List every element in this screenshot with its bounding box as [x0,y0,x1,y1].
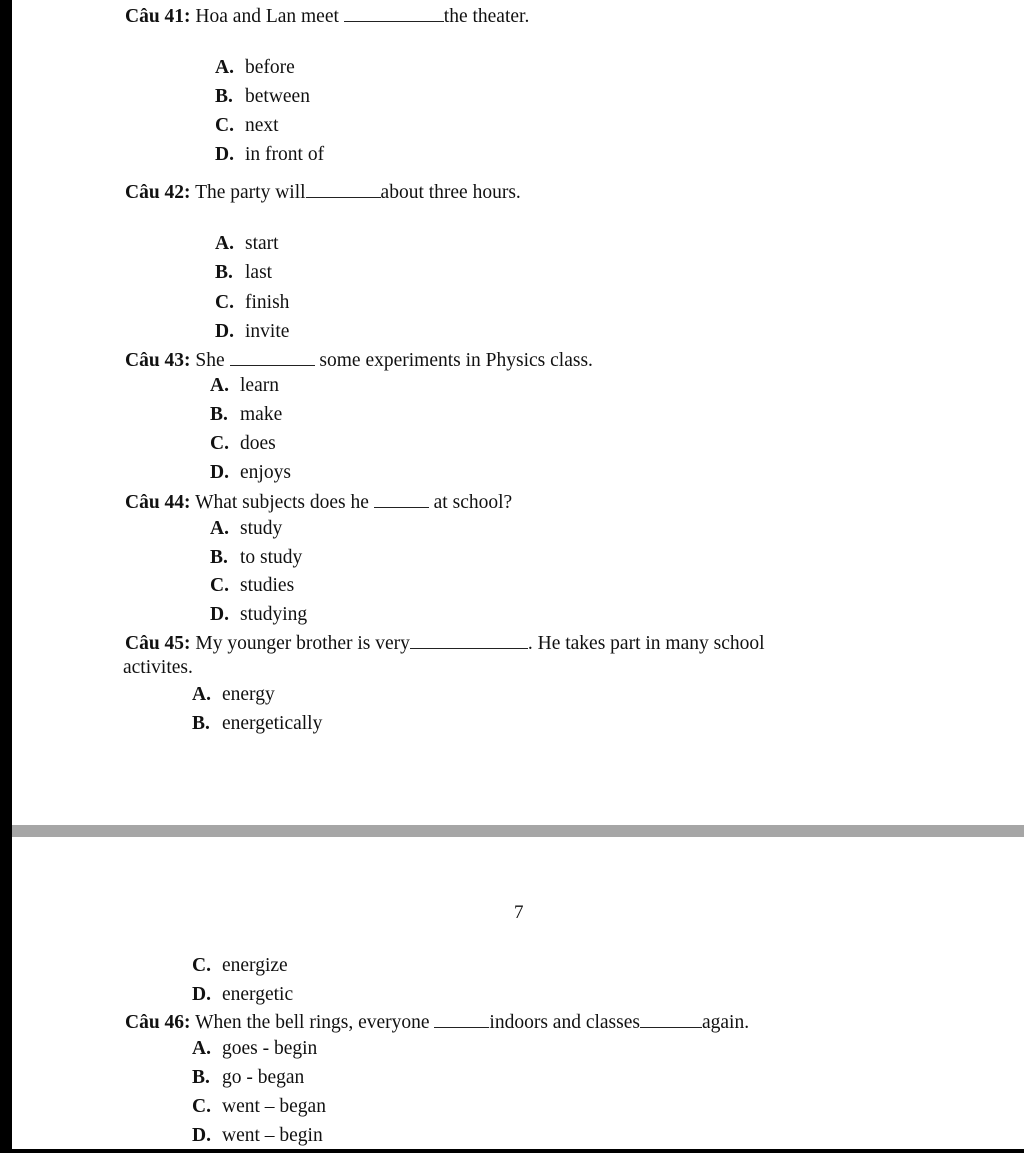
question-41 [125,6,529,28]
option: D. in front of [215,144,325,165]
option: A. study [210,518,283,539]
option: A. before [215,57,295,78]
question-text: at school? [428,492,513,513]
document-page-2 [12,837,1024,1149]
option: A. goes - begin [192,1038,318,1059]
question-text: My younger brother is very [195,633,410,654]
question-label: Câu 41: [125,6,191,27]
page-number: 7 [514,902,524,923]
answer-blank [344,6,444,22]
option: A. start [215,233,279,254]
question-text: Hoa and Lan meet [195,6,344,27]
option: B. between [215,86,310,107]
question-text: indoors and classes [489,1012,640,1033]
option: C. energize [192,955,288,976]
option: C. went – began [192,1096,326,1117]
question-text: about three hours. [380,182,521,203]
option: C. studies [210,575,295,596]
answer-blank [374,492,429,508]
page-separator [12,825,1024,837]
option: A. energy [192,684,275,705]
option: C. does [210,433,276,454]
question-text: the theater. [443,6,530,27]
question-text: She [195,350,230,371]
answer-blank [434,1012,489,1028]
option: B. to study [210,547,303,568]
question-46 [125,1012,749,1034]
option: D. energetic [192,984,294,1005]
question-label: Câu 42: [125,182,191,203]
question-45 [125,633,765,655]
question-label: Câu 45: [125,633,191,654]
option: B. last [215,262,273,283]
document-page-1 [12,0,1024,825]
option: B. energetically [192,713,323,734]
question-text: What subjects does he [195,492,374,513]
answer-blank [306,182,381,198]
question-44 [125,492,512,514]
option: B. make [210,404,283,425]
question-45-continued: activites. [123,657,193,678]
question-label: Câu 46: [125,1012,191,1033]
question-text: . He takes part in many school [527,633,765,654]
question-text: some experiments in Physics class. [314,350,593,371]
option: D. went – begin [192,1125,323,1146]
answer-blank [230,350,315,366]
option: A. learn [210,375,279,396]
option: D. invite [215,321,290,342]
question-label: Câu 43: [125,350,191,371]
question-42 [125,182,521,204]
question-text: When the bell rings, everyone [195,1012,435,1033]
option: C. next [215,115,279,136]
question-text: again. [701,1012,750,1033]
question-43 [125,350,593,372]
option: C. finish [215,292,290,313]
question-text: The party will [195,182,306,203]
answer-blank [640,1012,702,1028]
question-label: Câu 44: [125,492,191,513]
option: D. studying [210,604,308,625]
option: B. go - began [192,1067,305,1088]
option: D. enjoys [210,462,291,483]
answer-blank [410,633,528,649]
